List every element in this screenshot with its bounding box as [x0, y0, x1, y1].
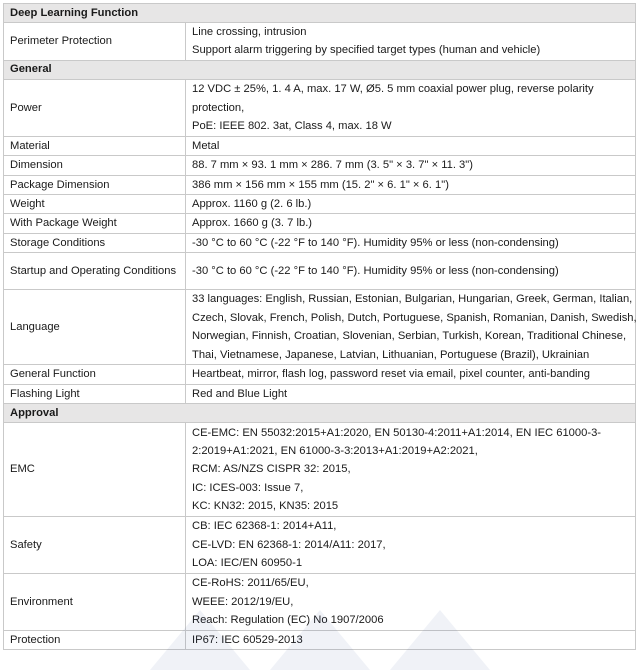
spec-value-line: Approx. 1660 g (3. 7 lb.) [192, 217, 313, 230]
spec-row-package-dimension [4, 175, 636, 194]
section-header-approval [4, 404, 636, 423]
spec-label: Weight [4, 195, 186, 214]
spec-row-perimeter-protection [4, 23, 636, 61]
spec-row-startup-and-operating-conditions [4, 253, 636, 290]
section-title: Deep Learning Function [4, 4, 636, 23]
spec-value-line: Heartbeat, mirror, flash log, password reset via email, pixel counter, anti-banding [192, 368, 590, 381]
spec-value-line: IC: ICES-003: Issue 7, [192, 481, 304, 494]
spec-value [186, 136, 636, 155]
spec-row-safety [4, 517, 636, 574]
spec-value-line: Red and Blue Light [192, 387, 288, 400]
spec-value [186, 195, 636, 214]
spec-label: Package Dimension [4, 175, 186, 194]
spec-value-line: LOA: IEC/EN 60950-1 [192, 557, 303, 570]
spec-value-line: 2:2019+A1:2021, EN 61000-3-3:2013+A1:2019+A2:2021, [192, 444, 478, 457]
spec-label: Material [4, 136, 186, 155]
spec-label: Safety [4, 517, 186, 574]
spec-row-environment [4, 574, 636, 631]
spec-value [186, 23, 636, 61]
spec-value-line: 386 mm × 156 mm × 155 mm (15. 2" × 6. 1" × 6. 1") [192, 178, 449, 191]
spec-value [186, 631, 636, 650]
section-title: General [4, 60, 636, 79]
spec-row-emc [4, 423, 636, 517]
spec-value-line: Thai, Vietnamese, Japanese, Latvian, Lithuanian, Portuguese (Brazil), Ukrainian [192, 348, 590, 361]
spec-row-power [4, 79, 636, 136]
spec-value [186, 253, 636, 290]
spec-value-line: IP67: IEC 60529-2013 [192, 634, 303, 647]
spec-row-dimension [4, 156, 636, 175]
spec-row-general-function [4, 365, 636, 384]
spec-value-line: Reach: Regulation (EC) No 1907/2006 [192, 614, 384, 627]
spec-value-line: CE-RoHS: 2011/65/EU, [192, 577, 309, 590]
spec-value-line: protection, [192, 101, 245, 114]
spec-label: Perimeter Protection [4, 23, 186, 61]
spec-value [186, 423, 636, 517]
section-header-general [4, 60, 636, 79]
spec-value-line: -30 °C to 60 °C (-22 °F to 140 °F). Humidity 95% or less (non-condensing) [192, 265, 559, 278]
spec-value [186, 290, 636, 365]
spec-value-line: WEEE: 2012/19/EU, [192, 595, 294, 608]
spec-label: Environment [4, 574, 186, 631]
spec-value-line: Support alarm triggering by specified target types (human and vehicle) [192, 44, 541, 57]
spec-value-line: Czech, Slovak, French, Polish, Dutch, Portuguese, Spanish, Romanian, Danish, Swedish, [192, 311, 637, 324]
spec-label: Dimension [4, 156, 186, 175]
spec-value-line: CE-EMC: EN 55032:2015+A1:2020, EN 50130-4:2011+A1:2014, EN IEC 61000-3- [192, 426, 602, 439]
spec-row-language [4, 290, 636, 365]
spec-row-with-package-weight [4, 214, 636, 233]
spec-value-line: 88. 7 mm × 93. 1 mm × 286. 7 mm (3. 5" × 3. 7" × 11. 3") [192, 159, 473, 172]
spec-value-line: 33 languages: English, Russian, Estonian, Bulgarian, Hungarian, Greek, German, Italian, [192, 293, 633, 306]
spec-label: Power [4, 79, 186, 136]
section-title: Approval [4, 404, 636, 423]
spec-table-body [4, 4, 636, 650]
spec-row-protection [4, 631, 636, 650]
spec-value-line: Approx. 1160 g (2. 6 lb.) [192, 198, 312, 211]
spec-label: Protection [4, 631, 186, 650]
spec-value-line: Line crossing, intrusion [192, 26, 307, 38]
spec-label: General Function [4, 365, 186, 384]
spec-label: Language [4, 290, 186, 365]
spec-value [186, 214, 636, 233]
spec-value-line: CE-LVD: EN 62368-1: 2014/A11: 2017, [192, 538, 386, 551]
spec-value [186, 156, 636, 175]
spec-row-flashing-light [4, 384, 636, 403]
spec-value [186, 79, 636, 136]
section-header-deep-learning-function [4, 4, 636, 23]
spec-value-line: RCM: AS/NZS CISPR 32: 2015, [192, 463, 351, 476]
spec-label: EMC [4, 423, 186, 517]
spec-table [3, 3, 636, 650]
spec-row-material [4, 136, 636, 155]
spec-value [186, 233, 636, 252]
spec-value [186, 574, 636, 631]
spec-value-line: Metal [192, 139, 220, 152]
spec-value [186, 384, 636, 403]
spec-value [186, 175, 636, 194]
spec-value [186, 365, 636, 384]
spec-value-line: Norwegian, Finnish, Croatian, Slovenian, Serbian, Turkish, Korean, Traditional Chinese, [192, 330, 627, 343]
spec-label: Flashing Light [4, 384, 186, 403]
spec-row-storage-conditions [4, 233, 636, 252]
spec-sheet [3, 3, 635, 650]
spec-value-line: CB: IEC 62368-1: 2014+A11, [192, 520, 337, 533]
spec-label: With Package Weight [4, 214, 186, 233]
spec-value-line: PoE: IEEE 802. 3at, Class 4, max. 18 W [192, 120, 392, 133]
spec-value-line: -30 °C to 60 °C (-22 °F to 140 °F). Humidity 95% or less (non-condensing) [192, 236, 559, 249]
spec-label: Storage Conditions [4, 233, 186, 252]
spec-row-weight [4, 195, 636, 214]
spec-value-line: 12 VDC ± 25%, 1. 4 A, max. 17 W, Ø5. 5 mm coaxial power plug, reverse polarity [192, 83, 594, 96]
spec-value [186, 517, 636, 574]
spec-label: Startup and Operating Conditions [4, 253, 186, 290]
spec-value-line: KC: KN32: 2015, KN35: 2015 [192, 500, 339, 513]
